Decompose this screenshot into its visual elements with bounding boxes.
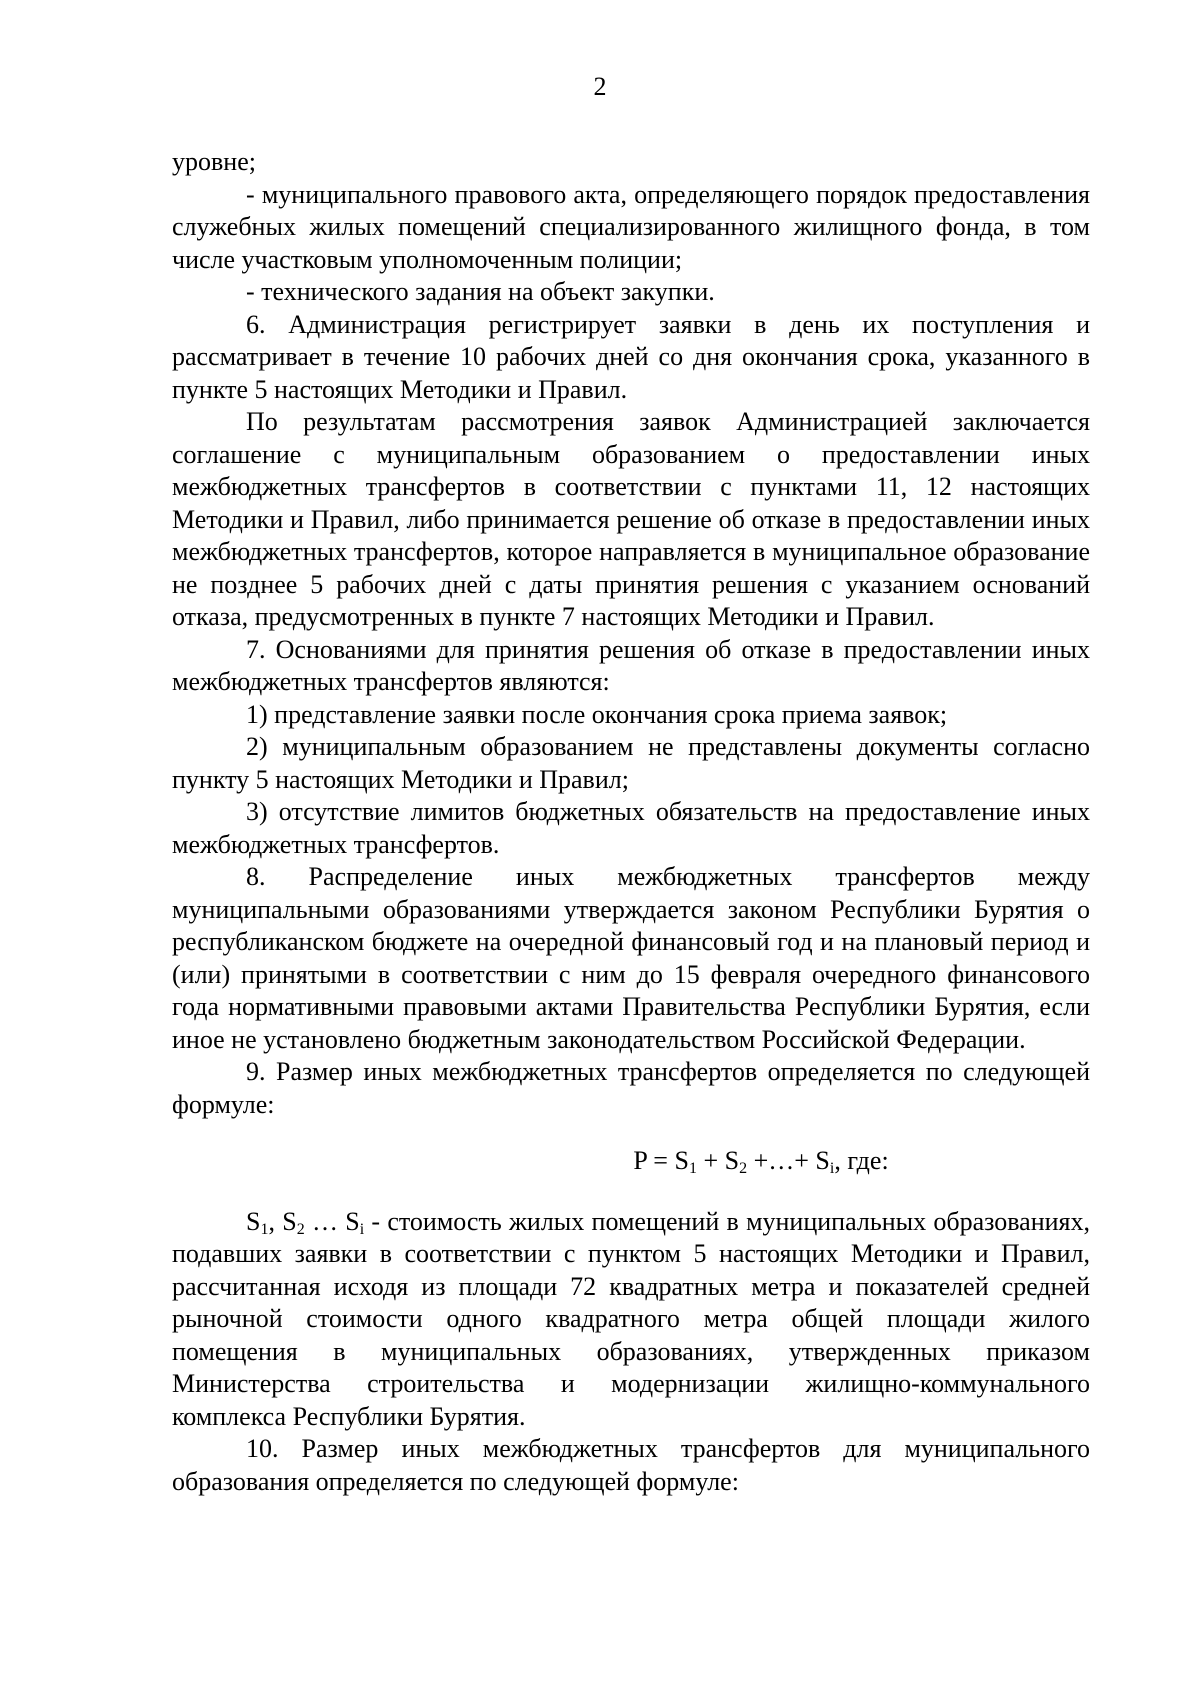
page-number: 2 (593, 72, 607, 101)
paragraph-list-item: 2) муниципальным образованием не представлены документы согласно пункту 5 настоящих Методики и Правил; (172, 732, 1090, 794)
paragraph-clause-6: 6. Администрация регистрирует заявки в день их поступления и рассматривает в течение 10 рабочих дней со дня окончания срока, указанного в пункте 5 настоящих Методики и Правил. (172, 309, 1090, 404)
paragraph-clause-8: 8. Распределение иных межбюджетных трансфертов между муниципальными образованиями утверждается законом Республики Бурятия о республиканском бюджете на очередной финансовый год и на плановый период и (или) принятыми в соответствии с ним до 15 февраля очередного финансового года нормативными правовыми актами Правительства Республики Бурятия, если иное не установлено бюджетным законодательством Российской Федерации. (172, 862, 1090, 1054)
paragraph-clause-7: 7. Основаниями для принятия решения об отказе в предоставлении иных межбюджетных трансфертов являются: (172, 634, 1090, 696)
paragraph-list-item: 3) отсутствие лимитов бюджетных обязательств на предоставление иных межбюджетных трансфертов. (172, 797, 1090, 859)
formula: $P = S_1 + S_2$ +…+ $S_i$, где: (633, 1146, 889, 1177)
paragraph-clause-10: 10. Размер иных межбюджетных трансфертов для муниципального образования определяется по следующей формуле: (172, 1434, 1090, 1496)
paragraph-list-item: - муниципального правового акта, определяющего порядок предоставления служебных жилых помещений специализированного жилищного фонда, в том числе участковым уполномоченным полиции; (172, 179, 1090, 274)
paragraph-clause-9: 9. Размер иных межбюджетных трансфертов определяется по следующей формуле: (172, 1057, 1090, 1119)
paragraph-list-item: - технического задания на объект закупки. (246, 277, 715, 306)
paragraph-list-item: 1) представление заявки после окончания срока приема заявок; (246, 699, 948, 729)
paragraph-definition: $S_1$, $S_2$ … $S_i$ - стоимость жилых помещений в муниципальных образованиях, подавших заявки в соответствии с пунктом 5 настоящих Методики и Правил, рассчитанная исходя из площади 72 квадратных метра и показателей средней рыночной стоимости одного квадратного метра общей площади жилого помещения в муниципальных образованиях, утвержденных приказом Министерства строительства и модернизации жилищно-коммунального комплекса Республики Бурятия. (172, 1206, 1090, 1431)
paragraph-results: По результатам рассмотрения заявок Администрацией заключается соглашение с муниципальным образованием о предоставлении иных межбюджетных трансфертов в соответствии с пунктами 11, 12 настоящих Методики и Правил, либо принимается решение об отказе в предоставлении иных межбюджетных трансфертов, которое направляется в муниципальное образование не позднее 5 рабочих дней с даты принятия решения с указанием оснований отказа, предусмотренных в пункте 7 настоящих Методики и Правил. (172, 407, 1090, 631)
paragraph-continuation: уровне; (172, 147, 256, 176)
document-body (172, 146, 1090, 1498)
